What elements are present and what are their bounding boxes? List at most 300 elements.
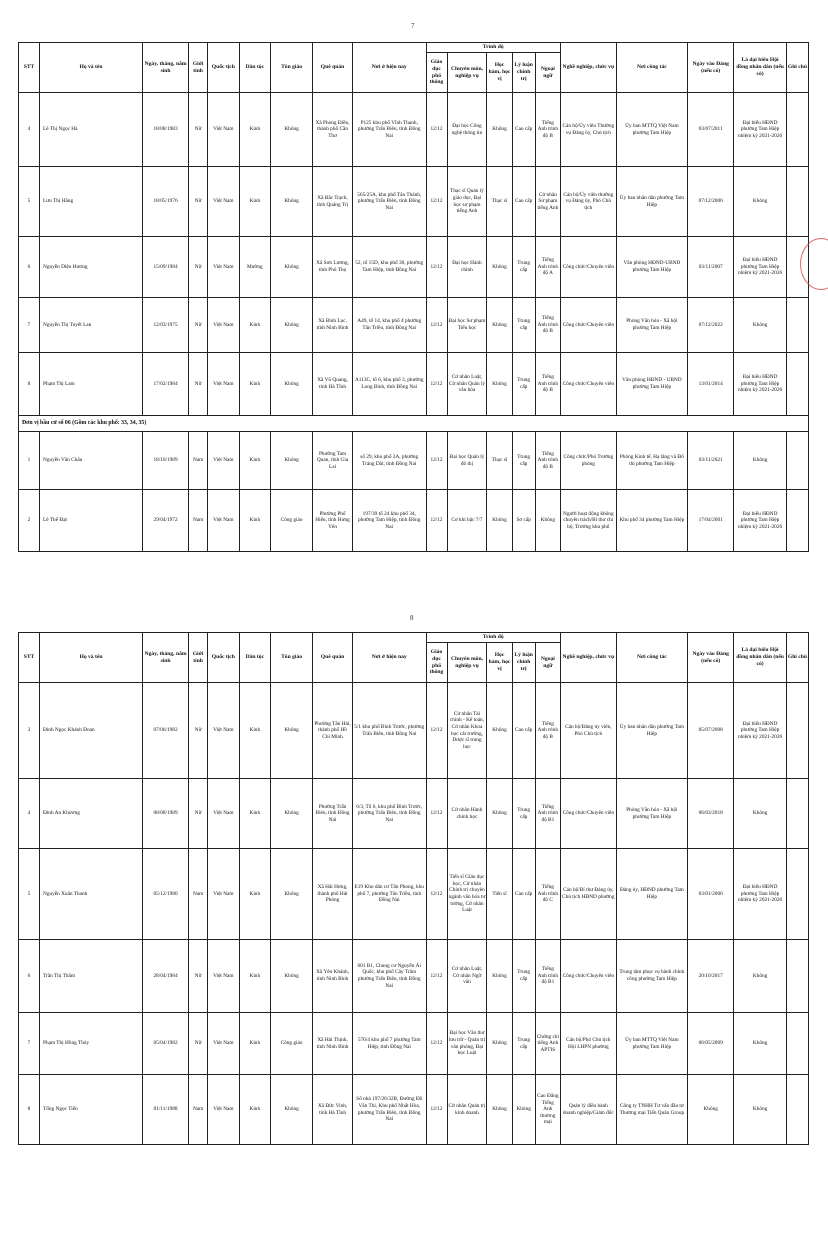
cell-residence: Số nhà 197/26/32B, Đường Đồ Văn Thi, Khu phố Nhất Hòa, phường Trấn Biên, tỉnh Đồng Nai [352,1075,426,1145]
cell-ethnicity: Kinh [239,93,271,167]
cell-job: Cán bộ/Ủy viên Thường vụ Đảng ủy, Chủ tịch [560,93,616,167]
cell-workplace: Ủy ban MTTQ Việt Nam phường Tam Hiệp [616,93,687,167]
cell-gender: Nữ [189,940,208,1013]
table-row [19,237,809,298]
cell-general: 12/12 [426,940,447,1013]
cell-language: Tiếng Anh trình độ B [535,432,560,490]
cell-academic: Không [487,490,512,552]
header-language: Ngoại ngữ [535,53,560,93]
cell-residence: số 29, khu phố 3A, phường Trảng Dài, tỉnh Đồng Nai [352,432,426,490]
cell-academic: Không [487,779,512,849]
cell-gender: Nữ [189,353,208,416]
cell-note [786,353,808,416]
cell-workplace: Đảng ủy, HĐND phường Tam Hiệp [616,849,687,940]
cell-language: Cao Đẳng Tiếng Anh thương mại [535,1075,560,1145]
cell-stt: 7 [19,298,40,353]
cell-party-date: 03/07/2011 [688,93,734,167]
cell-academic: Không [487,1075,512,1145]
cell-hometown: Xã Bắc Trạch, tỉnh Quảng Trị [313,167,353,237]
cell-job: Công chức/Chuyên viên [560,298,616,353]
cell-party-date: Không [688,1075,734,1145]
cell-language: Không [535,490,560,552]
cell-hometown: Xã Phong Điền, thành phố Cần Thơ [313,93,353,167]
cell-religion: Không [271,849,313,940]
cell-political: Cao cấp [512,167,535,237]
cell-party-date: 05/07/2008 [688,683,734,779]
cell-general: 12/12 [426,1075,447,1145]
cell-note [786,432,808,490]
cell-dob: 05/12/1980 [142,849,188,940]
page-number: 8 [410,614,414,622]
cell-note [786,93,808,167]
cell-note [786,779,808,849]
cell-gender: Nam [189,490,208,552]
table-body [19,93,809,416]
header-religion: Tôn giáo [271,43,313,93]
cell-general: 12/12 [426,167,447,237]
cell-general: 12/12 [426,432,447,490]
cell-specialty: Đại học Hành chính [447,237,487,298]
cell-residence: 52, tổ 15D, khu phố 30, phường Tam Hiệp, tỉnh Đồng Nai [352,237,426,298]
cell-workplace: Ủy ban nhân dân phường Tam Hiệp [616,167,687,237]
header-job: Nghề nghiệp, chức vụ [560,633,616,683]
cell-stt: 8 [19,1075,40,1145]
cell-residence: E19 Khu dân cư Tân Phong, khu phố 7, phường Tân Triều, tỉnh Đồng Nai [352,849,426,940]
cell-note [786,1075,808,1145]
table-row [19,298,809,353]
cell-stt: 6 [19,237,40,298]
cell-party-date: 03/01/2006 [688,849,734,940]
cell-general: 12/12 [426,237,447,298]
cell-specialty: Đại học Công nghệ thông tin [447,93,487,167]
cell-residence: 570/4 khu phố 7 phường Tam Hiệp, tỉnh Đồng Nai [352,1013,426,1075]
cell-religion: Không [271,1075,313,1145]
header-specialty: Chuyên môn, nghiệp vụ [447,643,487,683]
cell-name: Nguyễn Xuân Thanh [40,849,143,940]
cell-stt: 4 [19,93,40,167]
cell-specialty: Cử nhân Quản trị kinh doanh [447,1075,487,1145]
cell-residence: 565/25A, khu phố Tân Thành, phường Trấn Biên, tỉnh Đồng Nai [352,167,426,237]
cell-language: Tiếng Anh trình độ B [535,298,560,353]
header-gender: Giới tính [189,633,208,683]
cell-name: Đinh Ngọc Khánh Đoan [40,683,143,779]
cell-job: Công chức/Chuyên viên [560,353,616,416]
header-delegate: Là đại biểu Hội đồng nhân dân (nếu có) [734,43,787,93]
cell-ethnicity: Kinh [239,353,271,416]
cell-ethnicity: Kinh [239,849,271,940]
cell-stt: 8 [19,353,40,416]
cell-political: Trung cấp [512,779,535,849]
header-hometown: Quê quán [313,633,353,683]
cell-residence: 601 B1, Chung cư Nguyễn Ái Quốc, khu phố Cây Trâm phường Trấn Biên, tỉnh Đồng Nai [352,940,426,1013]
cell-language: Tiếng Anh trình độ A [535,237,560,298]
table-row [19,353,809,416]
cell-ethnicity: Kinh [239,167,271,237]
cell-name: Tống Ngọc Tiến [40,1075,143,1145]
cell-job: Cán bộ/Đảng ủy viên, Phó Chủ tịch [560,683,616,779]
cell-name: Phạm Thị Lam [40,353,143,416]
table-row [19,1075,809,1145]
cell-dob: 05/04/1982 [142,1013,188,1075]
cell-nationality: Việt Nam [208,779,240,849]
cell-name: Nguyễn Thị Tuyết Lan [40,298,143,353]
header-political: Lý luận chính trị [512,53,535,93]
cell-nationality: Việt Nam [208,849,240,940]
cell-religion: Công giáo [271,1013,313,1075]
cell-ethnicity: Kinh [239,779,271,849]
cell-delegate: Không [734,779,787,849]
cell-ethnicity: Mường [239,237,271,298]
cell-specialty: Cử nhân Luật, Cử nhân Ngữ văn [447,940,487,1013]
cell-dob: 28/04/1984 [142,940,188,1013]
cell-general: 12/12 [426,779,447,849]
header-hometown: Quê quán [313,43,353,93]
cell-workplace: Văn phòng HĐND-UBND phường Tam Hiệp [616,237,687,298]
cell-language: Tiếng Anh trình độ C [535,849,560,940]
cell-name: Lê Thị Ngọc Hà [40,93,143,167]
table-body [19,683,809,1145]
cell-note [786,849,808,940]
cell-hometown: Xã Bình Lục, tỉnh Ninh Bình [313,298,353,353]
cell-academic: Không [487,353,512,416]
cell-political: Trung cấp [512,1013,535,1075]
cell-delegate: Đại biểu HĐND phường Tam Hiệp nhiệm kỳ 2021-2026 [734,93,787,167]
cell-name: Lê Thế Đạt [40,490,143,552]
cell-specialty: Cử nhân Tài chính - Kế toán, Cử nhân Khoa học cải trường, Dược sĩ trung học [447,683,487,779]
cell-name: Nguyễn Diệu Hương [40,237,143,298]
header-general: Giáo dục phổ thông [426,53,447,93]
cell-nationality: Việt Nam [208,353,240,416]
cell-job: Cán bộ/Bí thư Đảng ủy, Chủ tịch HĐND phường [560,849,616,940]
header-residence: Nơi ở hiện nay [352,633,426,683]
cell-language: Tiếng Anh trình độ B [535,353,560,416]
header-party-date: Ngày vào Đảng (nếu có) [688,43,734,93]
cell-political: Trung cấp [512,432,535,490]
cell-specialty: Cơ khí bậc 7/7 [447,490,487,552]
cell-delegate: Đại biểu HĐND phường Tam Hiệp nhiệm kỳ 2021-2026 [734,683,787,779]
cell-hometown: Phường Trấn Biên, tỉnh Đồng Nai [313,779,353,849]
cell-nationality: Việt Nam [208,237,240,298]
cell-workplace: Ủy ban MTTQ Việt Nam phường Tam Hiệp [616,1013,687,1075]
cell-job: Công chức/Chuyên viên [560,237,616,298]
cell-residence: A113C, tổ 6, khu phố 3, phường Long Bình, tỉnh Đồng Nai [352,353,426,416]
cell-language: Tiếng Anh trình độ B [535,93,560,167]
cell-specialty: Đại học Quản lý đô thị [447,432,487,490]
header-general: Giáo dục phổ thông [426,643,447,683]
cell-party-date: 06/03/2018 [688,779,734,849]
header-workplace: Nơi công tác [616,633,687,683]
cell-gender: Nữ [189,779,208,849]
cell-nationality: Việt Nam [208,490,240,552]
cell-workplace: Ủy ban nhân dân phường Tam Hiệp [616,683,687,779]
cell-hometown: Xã Đức Vinh, tỉnh Hà Tĩnh [313,1075,353,1145]
cell-stt: 7 [19,1013,40,1075]
cell-religion: Không [271,353,313,416]
cell-nationality: Việt Nam [208,1075,240,1145]
cell-general: 12/12 [426,849,447,940]
header-academic: Học hàm, học vị [487,643,512,683]
cell-dob: 17/02/1984 [142,353,188,416]
cell-dob: 18/05/1976 [142,167,188,237]
cell-hometown: Xã Vũ Quang, tỉnh Hà Tĩnh [313,353,353,416]
cell-stt: 5 [19,167,40,237]
cell-hometown: Phường Tam Quan, tỉnh Gia Lai [313,432,353,490]
header-gender: Giới tính [189,43,208,93]
cell-academic: Không [487,940,512,1013]
cell-nationality: Việt Nam [208,432,240,490]
cell-stt: 2 [19,490,40,552]
cell-ethnicity: Kinh [239,1013,271,1075]
cell-language: Tiếng Anh trình độ B1 [535,779,560,849]
cell-party-date: 17/04/2001 [688,490,734,552]
cell-delegate: Không [734,1075,787,1145]
cell-specialty: Đại học Văn thư lưu trữ - Quản trị văn phòng, Đại học Luật [447,1013,487,1075]
cell-workplace: Phòng Văn hóa - Xã hội phường Tam Hiệp [616,779,687,849]
cell-academic: Thạc sĩ [487,167,512,237]
cell-name: Trần Thị Thắm [40,940,143,1013]
cell-religion: Không [271,237,313,298]
cell-stt: 1 [19,432,40,490]
cell-note [786,298,808,353]
cell-job: Quản lý điều hành doanh nghiệp/Giám đốc [560,1075,616,1145]
header-political: Lý luận chính trị [512,643,535,683]
cell-workplace: Phòng Văn hóa - Xã hội phường Tam Hiệp [616,298,687,353]
cell-nationality: Việt Nam [208,93,240,167]
header-workplace: Nơi công tác [616,43,687,93]
cell-residence: P125 khu phố Vĩnh Thạnh, phường Trấn Biên, tỉnh Đồng Nai [352,93,426,167]
cell-religion: Không [271,683,313,779]
cell-academic: Không [487,1013,512,1075]
cell-job: Người hoạt động không chuyên trách/Bí thư chi bộ, Trưởng khu phố [560,490,616,552]
candidate-table-page-7 [18,42,809,552]
cell-academic: Thạc sĩ [487,432,512,490]
cell-stt: 3 [19,683,40,779]
header-nationality: Quốc tịch [208,43,240,93]
cell-dob: 29/04/1972 [142,490,188,552]
cell-workplace: Công ty TNHH Tư vấn đầu tư Thương mại Tiến Quân Group [616,1075,687,1145]
cell-workplace: Văn phòng HĐND - UBND phường Tam Hiệp [616,353,687,416]
header-note: Ghi chú [786,633,808,683]
cell-ethnicity: Kinh [239,1075,271,1145]
cell-nationality: Việt Nam [208,940,240,1013]
cell-delegate: Không [734,1013,787,1075]
cell-political: Trung cấp [512,353,535,416]
cell-gender: Nam [189,432,208,490]
table-row [19,167,809,237]
table-body [19,432,809,552]
cell-religion: Không [271,93,313,167]
cell-job: Công chức/Phó Trưởng phòng [560,432,616,490]
header-language: Ngoại ngữ [535,643,560,683]
section-heading: Đơn vị bầu cử số 06 (Gồm các khu phố: 33, 34, 35) [19,416,809,432]
header-academic: Học hàm, học vị [487,53,512,93]
cell-workplace: Khu phố 34 phường Tam Hiệp [616,490,687,552]
cell-delegate: Đại biểu HĐND phường Tam Hiệp nhiệm kỳ 2021-2026 [734,490,787,552]
cell-note [786,167,808,237]
cell-name: Lưu Thị Hằng [40,167,143,237]
cell-political: Cao cấp [512,683,535,779]
cell-political: Sơ cấp [512,490,535,552]
cell-dob: 12/03/1975 [142,298,188,353]
cell-ethnicity: Kinh [239,683,271,779]
cell-name: Đinh An Khương [40,779,143,849]
cell-job: Cán bộ/Phó Chủ tịch Hội LHPN phường [560,1013,616,1075]
header-dob: Ngày, tháng, năm sinh [142,633,188,683]
cell-academic: Không [487,298,512,353]
cell-party-date: 07/12/2022 [688,298,734,353]
header-ethnicity: Dân tộc [239,43,271,93]
header-religion: Tôn giáo [271,633,313,683]
cell-stt: 4 [19,779,40,849]
cell-political: Trung cấp [512,298,535,353]
cell-nationality: Việt Nam [208,683,240,779]
cell-delegate: Đại biểu HĐND phường Tam Hiệp nhiệm kỳ 2021-2026 [734,353,787,416]
header-note: Ghi chú [786,43,808,93]
header-party-date: Ngày vào Đảng (nếu có) [688,633,734,683]
cell-delegate: Đại biểu HĐND phường Tam Hiệp nhiệm kỳ 2021-2026 [734,849,787,940]
header-dob: Ngày, tháng, năm sinh [142,43,188,93]
header-ethnicity: Dân tộc [239,633,271,683]
table-row [19,432,809,490]
cell-hometown: Phường Phố Hiến, tỉnh Hưng Yên [313,490,353,552]
header-education: Trình độ [426,633,560,643]
cell-nationality: Việt Nam [208,1013,240,1075]
cell-note [786,490,808,552]
cell-political: Trung cấp [512,940,535,1013]
cell-language: Tiếng Anh trình độ B1 [535,940,560,1013]
cell-ethnicity: Kinh [239,432,271,490]
cell-delegate: Không [734,940,787,1013]
cell-delegate: Không [734,298,787,353]
cell-ethnicity: Kinh [239,940,271,1013]
cell-general: 12/12 [426,93,447,167]
cell-religion: Không [271,432,313,490]
cell-language: Tiếng Anh trình độ B [535,683,560,779]
cell-nationality: Việt Nam [208,167,240,237]
table-row [19,849,809,940]
table-row [19,1013,809,1075]
table-row [19,490,809,552]
cell-dob: 08/08/1989 [142,779,188,849]
cell-academic: Không [487,93,512,167]
cell-party-date: 03/11/2007 [688,237,734,298]
cell-general: 12/12 [426,490,447,552]
cell-dob: 15/09/1984 [142,237,188,298]
cell-political: Cao cấp [512,93,535,167]
page-number: 7 [411,22,415,30]
candidate-table-page-8 [18,632,809,1145]
cell-dob: 18/10/1989 [142,432,188,490]
cell-language: Cử nhân Sư phạm tiếng Anh [535,167,560,237]
cell-delegate: Đại biểu HĐND phường Tam Hiệp nhiệm kỳ 2021-2026 [734,237,787,298]
cell-residence: A49, tổ 14, khu phố 4 phường Tân Triều, tỉnh Đồng Nai [352,298,426,353]
cell-party-date: 03/11/2021 [688,432,734,490]
cell-gender: Nữ [189,237,208,298]
cell-specialty: Cử nhân Hành chính học [447,779,487,849]
cell-gender: Nữ [189,167,208,237]
cell-note [786,683,808,779]
cell-hometown: Xã Hải Thịnh, tỉnh Ninh Bình [313,1013,353,1075]
cell-political: Không [512,1075,535,1145]
cell-hometown: Xã Yên Khánh, tỉnh Ninh Bình [313,940,353,1013]
cell-party-date: 06/05/2009 [688,1013,734,1075]
cell-general: 12/12 [426,353,447,416]
cell-stt: 6 [19,940,40,1013]
cell-political: Trung cấp [512,237,535,298]
cell-party-date: 20/10/2017 [688,940,734,1013]
cell-dob: 07/06/1982 [142,683,188,779]
cell-name: Nguyễn Văn Châu [40,432,143,490]
header-nationality: Quốc tịch [208,633,240,683]
cell-political: Cao cấp [512,849,535,940]
cell-general: 12/12 [426,683,447,779]
cell-specialty: Thạc sĩ Quản lý giáo dục, Đại học sư phạm tiếng Anh [447,167,487,237]
cell-note [786,940,808,1013]
cell-gender: Nữ [189,1013,208,1075]
cell-note [786,1013,808,1075]
cell-hometown: Xã Hải Hưng, thành phố Hải Phòng [313,849,353,940]
cell-delegate: Không [734,167,787,237]
cell-dob: 01/11/1988 [142,1075,188,1145]
cell-workplace: Trung tâm phục vụ hành chính công phường Tam Hiệp [616,940,687,1013]
cell-hometown: Phường Tân Hải, thành phố Hồ Chí Minh [313,683,353,779]
cell-dob: 18/08/1983 [142,93,188,167]
cell-ethnicity: Kinh [239,298,271,353]
table-row [19,940,809,1013]
cell-gender: Nữ [189,93,208,167]
table-row [19,683,809,779]
cell-academic: Tiến sĩ [487,849,512,940]
cell-gender: Nữ [189,683,208,779]
header-education: Trình độ [426,43,560,53]
cell-party-date: 13/01/2014 [688,353,734,416]
cell-academic: Không [487,237,512,298]
cell-gender: Nam [189,849,208,940]
cell-general: 12/12 [426,298,447,353]
cell-academic: Không [487,683,512,779]
cell-job: Công chức/Chuyên viên [560,940,616,1013]
cell-religion: Không [271,940,313,1013]
table-row [19,779,809,849]
cell-religion: Công giáo [271,490,313,552]
header-specialty: Chuyên môn, nghiệp vụ [447,53,487,93]
cell-party-date: 07/12/2006 [688,167,734,237]
header-stt: STT [19,633,40,683]
cell-job: Cán bộ/Ủy viên thường vụ Đảng ủy, Phó Chủ tịch [560,167,616,237]
cell-residence: 6/3, Tổ 6, khu phố Bình Trước, phường Trấn Biên, tỉnh Đồng Nai [352,779,426,849]
cell-religion: Không [271,167,313,237]
cell-workplace: Phòng Kinh tế, Hạ tầng và Đô thị phường Tam Hiệp [616,432,687,490]
cell-hometown: Xã Sơn Lương, tỉnh Phú Thọ [313,237,353,298]
header-job: Nghề nghiệp, chức vụ [560,43,616,93]
cell-ethnicity: Kinh [239,490,271,552]
cell-religion: Không [271,298,313,353]
header-name: Họ và tên [40,43,143,93]
cell-residence: 197/39 tổ 24 khu phố 34, phường Tam Hiệp, tỉnh Đồng Nai [352,490,426,552]
header-residence: Nơi ở hiện nay [352,43,426,93]
cell-specialty: Cử nhân Luật, Cử nhân Quản lý văn hóa [447,353,487,416]
cell-delegate: Không [734,432,787,490]
cell-general: 12/12 [426,1013,447,1075]
header-stt: STT [19,43,40,93]
cell-job: Công chức/Chuyên viên [560,779,616,849]
cell-specialty: Tiến sĩ Giáo dục học, Cử nhân Chính trị chuyên ngành văn hóa tư tưởng, Cử nhân Luật [447,849,487,940]
cell-name: Phạm Thị Hồng Thủy [40,1013,143,1075]
cell-language: Chứng chỉ tiếng Anh APTIS [535,1013,560,1075]
cell-religion: Không [271,779,313,849]
cell-gender: Nữ [189,298,208,353]
header-name: Họ và tên [40,633,143,683]
